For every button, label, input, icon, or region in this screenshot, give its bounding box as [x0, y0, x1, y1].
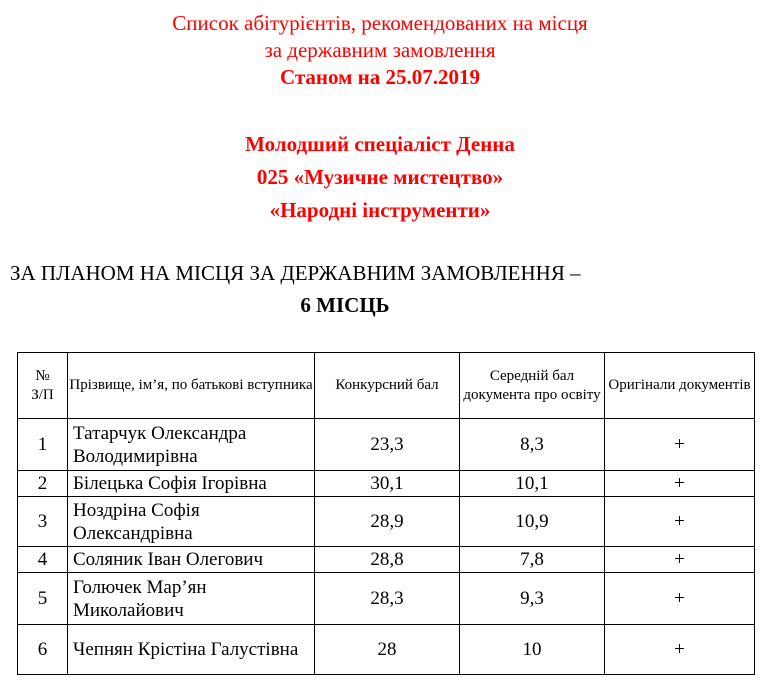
- row-score: 28: [315, 625, 460, 675]
- table-row: [18, 625, 755, 675]
- row-avg: 7,8: [460, 547, 605, 573]
- row-score: 28,9: [315, 497, 460, 547]
- row-avg: 10,1: [460, 471, 605, 497]
- program-line-2: 025 «Музичне мистецтво»: [256, 165, 504, 189]
- title-line-1: Список абітурієнтів, рекомендованих на місця: [172, 11, 588, 35]
- document-title: [0, 10, 760, 91]
- table-row: [18, 497, 755, 547]
- table-row: [18, 573, 755, 625]
- row-num: 6: [18, 625, 68, 675]
- date-line: Станом на 25.07.2019: [279, 65, 481, 89]
- table-row: [18, 419, 755, 471]
- table-row: [18, 547, 755, 573]
- row-orig: +: [605, 497, 755, 547]
- row-name: Соляник Іван Олегович: [68, 547, 315, 573]
- row-score: 28,3: [315, 573, 460, 625]
- row-orig: +: [605, 547, 755, 573]
- row-score: 23,3: [315, 419, 460, 471]
- row-name: Білецька Софія Ігорівна: [68, 471, 315, 497]
- program-line-1: Молодший спеціаліст Денна: [245, 132, 515, 156]
- row-score: 28,8: [315, 547, 460, 573]
- row-name: Чепнян Крістіна Галустівна: [68, 625, 315, 675]
- row-orig: +: [605, 471, 755, 497]
- header-avg: Середній бал документа про освіту: [460, 353, 605, 419]
- header-num: [18, 353, 68, 419]
- row-num: 1: [18, 419, 68, 471]
- row-num: 2: [18, 471, 68, 497]
- plan-line-2: 6 МІСЦЬ: [300, 293, 390, 317]
- table-row: [18, 471, 755, 497]
- row-avg: 10,9: [460, 497, 605, 547]
- row-num: 4: [18, 547, 68, 573]
- row-orig: +: [605, 419, 755, 471]
- row-avg: 9,3: [460, 573, 605, 625]
- header-name: Прізвище, ім’я, по батькові вступника: [68, 353, 315, 419]
- row-avg: 8,3: [460, 419, 605, 471]
- header-num-top: №: [35, 367, 50, 384]
- title-line-2: за державним замовлення: [264, 38, 496, 62]
- applicants-table: [17, 352, 755, 675]
- program-line-3: «Народні інструменти»: [269, 198, 491, 222]
- row-num: 5: [18, 573, 68, 625]
- row-orig: +: [605, 625, 755, 675]
- table-header-row: [18, 353, 755, 419]
- program-title: [0, 128, 760, 227]
- row-orig: +: [605, 573, 755, 625]
- header-num-bottom: З/П: [31, 386, 54, 403]
- row-name: Голючек Мар’ян Миколайович: [68, 573, 315, 625]
- plan-line-1: ЗА ПЛАНОМ НА МІСЦЯ ЗА ДЕРЖАВНИМ ЗАМОВЛЕННЯ –: [10, 261, 581, 285]
- row-name: Ноздріна Софія Олександрівна: [68, 497, 315, 547]
- row-num: 3: [18, 497, 68, 547]
- row-score: 30,1: [315, 471, 460, 497]
- header-orig: Оригінали документів: [605, 353, 755, 419]
- row-name: Татарчук Олександра Володимирівна: [68, 419, 315, 471]
- header-score: Конкурсний бал: [315, 353, 460, 419]
- row-avg: 10: [460, 625, 605, 675]
